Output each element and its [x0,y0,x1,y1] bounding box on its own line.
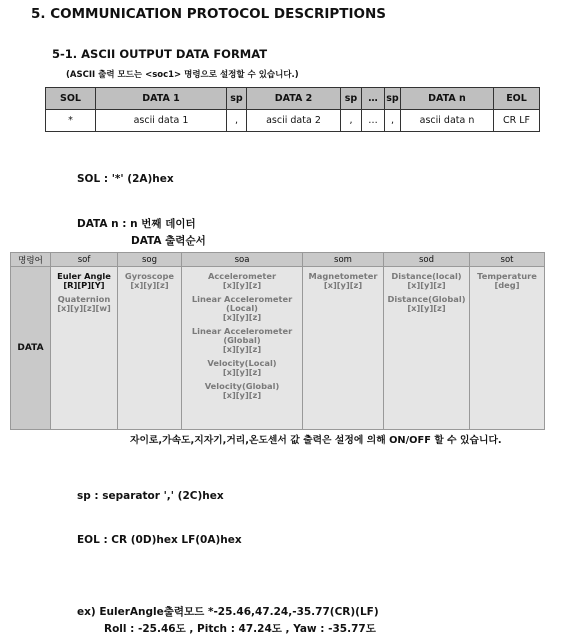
data-item-fields: [x][y][z] [323,280,363,290]
data-item-fields: [x][y][z] [222,390,262,400]
data-item-fields: [x][y][z] [407,303,446,313]
data-item-name: Linear Accelerometer [191,294,293,304]
eol-description: EOL : CR (0D)hex LF(0A)hex [77,534,242,546]
command-header-sog: sog [118,253,182,267]
command-header-som: som [303,253,384,267]
format-header-cell: SOL [46,88,96,110]
example-line: ex) EulerAngle출력모드 *-25.46,47.24,-35.77(CR)(LF) [77,606,379,618]
data-item [182,295,302,322]
ascii-format-table [45,87,540,132]
subsection-note: (ASCII 출력 모드는 <soc1> 명령으로 설정할 수 있습니다.) [66,70,299,80]
onoff-note: 자이로,가속도,지자기,거리,온도센서 값 출력은 설정에 의해 ON/OFF 할 수 있습니다. [130,435,502,446]
command-header-sot: sot [470,253,545,267]
data-item-name: Quaternion [57,294,111,304]
data-item-name: Gyroscope [124,271,175,281]
format-value-row [46,110,540,132]
data-row-label: DATA [11,267,51,430]
format-value-cell: ascii data 1 [96,110,227,132]
section-title: 5. COMMUNICATION PROTOCOL DESCRIPTIONS [31,6,387,22]
data-item-fields: [x][y][z] [222,367,262,377]
data-item [182,327,302,354]
data-item-name: Accelerometer [207,271,277,281]
data-item [182,382,302,400]
data-order-title: DATA 출력순서 [131,235,206,247]
command-data-row [11,267,545,430]
data-item [182,272,302,290]
data-item-name: Velocity(Local) [207,358,277,368]
data-item [303,272,383,290]
format-header-cell: DATA 1 [96,88,227,110]
data-item-name: Velocity(Global) [204,381,280,391]
format-header-cell: DATA n [401,88,494,110]
data-item [384,295,469,313]
command-header-row [11,253,545,267]
data-item [182,359,302,377]
data-item-name: Temperature [477,271,537,281]
data-item [470,272,544,290]
command-header-sof: sof [51,253,118,267]
format-value-cell: , [227,110,247,132]
format-header-cell: … [362,88,385,110]
format-value-cell: , [341,110,362,132]
format-header-row [46,88,540,110]
data-item [384,272,469,290]
example-values: Roll : -25.46도 , Pitch : 47.24도 , Yaw : -35.77도 [104,623,376,635]
data-item-fields: [x][y][z] [222,280,262,290]
format-value-cell: , [385,110,401,132]
command-table [10,252,545,430]
data-item [118,272,181,290]
sp-description: sp : separator ',' (2C)hex [77,490,224,502]
data-item-fields: [deg] [494,280,520,290]
data-item [51,272,117,290]
format-header-cell: DATA 2 [247,88,341,110]
data-item-sub: (Local) [226,303,258,313]
soa-cell [182,267,303,430]
command-header-sod: sod [384,253,470,267]
format-header-cell: EOL [494,88,540,110]
data-item-fields: [x][y][z] [222,344,262,354]
format-value-cell: … [362,110,385,132]
format-header-cell: sp [341,88,362,110]
format-value-cell: ascii data 2 [247,110,341,132]
subsection-title: 5-1. ASCII OUTPUT DATA FORMAT [52,47,268,61]
data-item-name: Distance(local) [391,271,462,281]
format-header-cell: sp [385,88,401,110]
som-cell [303,267,384,430]
data-item-fields: [x][y][z][w] [57,303,111,313]
command-header-soa: soa [182,253,303,267]
format-value-cell: ascii data n [401,110,494,132]
sog-cell [118,267,182,430]
data-item-name: Distance(Global) [387,294,466,304]
data-item-sub: (Global) [223,335,261,345]
sod-cell [384,267,470,430]
data-item [51,295,117,313]
format-value-cell: * [46,110,96,132]
data-item-name: Linear Accelerometer [191,326,293,336]
data-item-fields: [x][y][z] [407,280,446,290]
sof-cell [51,267,118,430]
data-item-fields: [x][y][z] [222,312,262,322]
data-item-fields: [R][P][Y] [63,280,105,290]
data-item-name: Euler Angle [57,271,111,281]
sot-cell [470,267,545,430]
sol-description: SOL : '*' (2A)hex [77,173,174,185]
data-item-name: Magnetometer [308,271,378,281]
data-n-description: DATA n : n 번째 데이터 [77,218,196,230]
data-item-fields: [x][y][z] [130,280,169,290]
command-corner-cell: 명령어 [11,253,51,267]
format-value-cell: CR LF [494,110,540,132]
format-header-cell: sp [227,88,247,110]
